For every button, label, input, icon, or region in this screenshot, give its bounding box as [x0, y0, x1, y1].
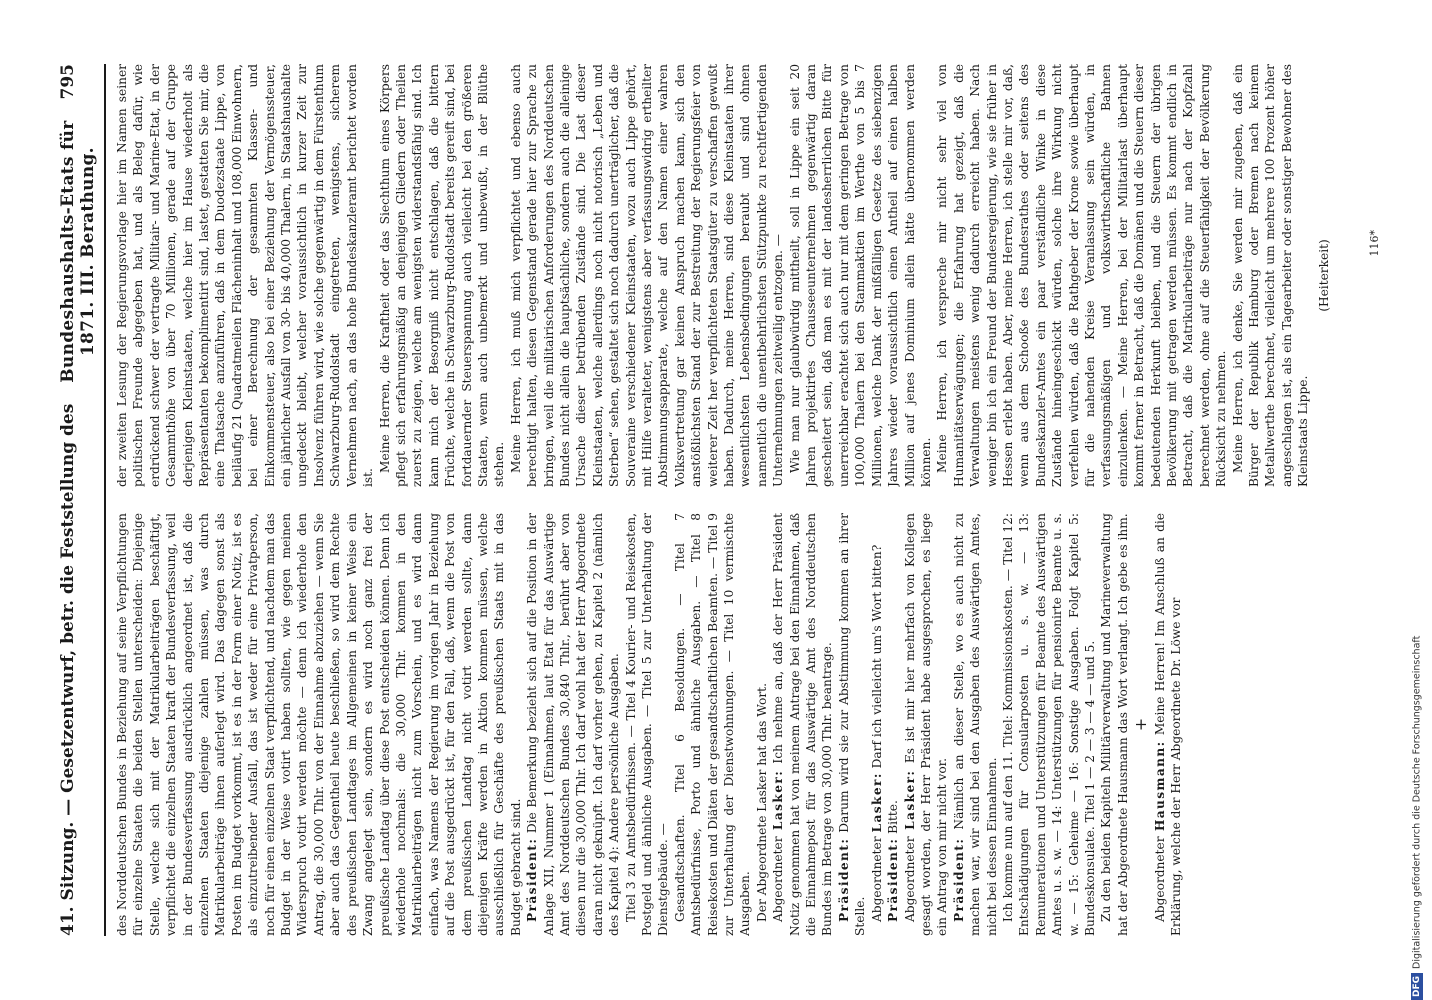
text-columns	[114, 64, 1374, 936]
dfg-credit	[1408, 10, 1426, 1000]
paragraph: Zu den beiden Kapiteln Militärverwaltung und Marineverwaltung hat der Abgeordnete Hausmann das Wort verlangt. Ich gebe es ihm.	[1099, 513, 1130, 936]
speaker-name: Lasker:	[902, 769, 917, 830]
paragraph: des Norddeutschen Bundes in Beziehung auf seine Verpflichtungen für einzelne Staaten die beiden Stellen unterscheiden: Diejenige Stelle, welche sich mit der Matrikularbeiträgen beschäftigt, verpflichtet die einzelnen Staaten kraft der Bundesverfassung, weil in der Bundesverfassung ausdrücklich angeordnet ist, daß die einzelnen Staaten diejenige zahlen müssen, was durch Matrikularbeiträge ihnen auferlegt wird. Das dagegen sonst als Posten im Budget vorkommt, ist es in der Form einer Notiz, ist es als einzutreibender Ausfall, das ist weder für eine Privatperson, noch für einen einzelnen Staat verpflichtend, und nachdem man das Budget in der Weise votirt haben sollten, wie gegen meinen Widerspruch votirt werden möchte — denn ich wiederhole den Antrag, die 30,000 Thlr. von der Einnahme abzuziehen — wenn Sie aber auch das Gegentheil heute beschließen, so wird dem Rechte des preußischen Landtages im Allgemeinen in keiner Weise ein Zwang angelegt sein, sondern es wird noch ganz frei der preußische Landtag über diese Post entscheiden können. Denn ich wiederhole nochmals: die 30,000 Thlr. kommen in den Matrikularbeiträgen nicht zum Vorschein, und es wird dann einfach, was Namens der Regierung im vorigen Jahr in Beziehung auf die Post ausgedrückt ist, für den Fall, daß, wenn die Post von dem preußischen Landtag nicht votirt werden sollte, dann diejenigen Kräfte werden in Aktion kommen müssen, welche ausschließlich für Geschäfte des preußischen Staats mit in das Budget gebracht sind.	[115, 513, 523, 936]
paragraph: (Heiterkeit)	[1316, 239, 1331, 312]
header-left: 41. Sitzung. — Gesetzentwurf, betr. die Feststellung des	[58, 403, 78, 936]
paragraph: Ich komme nun auf den 11. Titel: Kommissionskosten. — Titel 12: Entschädigungen für Consularposten u. s. w. — 13: Remunerationen und Unterstützungen für Beamte des Auswärtigen Amtes u. s. w. — 14: Unterstützungen für pensionirte Beamte u. s. w. — 15: Geheime — 16: Sonstige Ausgaben. Folgt Kapitel 5: Bundeskonsulate. Titel 1 — 2 — 3 — 4 — und 5.	[1000, 513, 1097, 936]
paragraph: Meine Herren, die Kraftheit oder das Siechthum eines Körpers pflegt sich erfahrungsmäßig an denjenigen Gliedern oder Theilen zuerst zu zeigen, welche am wenigsten widerstandsfähig sind. Ich kann mich der Besorgniß nicht entschlagen, daß die bittern Früchte, welche in Schwarzburg-Rudolstadt bereits gereift sind, bei fortdauernder Steuerspannung auch vielleicht bei den größeren Staaten, wenn auch unbemerkt und unbewußt, in der Blüthe stehen.	[377, 64, 507, 487]
paragraph: Abgeordneter Lasker: Es ist mir hier mehrfach von Kollegen gesagt worden, der Herr Präsident habe ausgesprochen, es liege ein Antrag von mir nicht vor.	[902, 513, 950, 936]
dfg-logo: DFG	[1411, 973, 1423, 1000]
speaker-name: Präsident:	[886, 837, 901, 922]
paragraph: der zweiten Lesung der Regierungsvorlage hier im Namen seiner politischen Freunde abgegeben hat, und als Beleg dafür, wie erdrückend schwer der vertragte Militair- und Marine-Etat, in der Gesammthöhe von über 70 Millionen, gerade auf der Gruppe derjenigen Kleinstaaten, welche hier im Hause wiederholt als Repräsentanten bekomplimentirt sind, lastet, gestatten Sie mir, die eine Thatsache anzuführen, daß in dem Duodezstaate Lippe, von beiläufig 21 Quadratmeilen Flächeninhalt und 108,000 Einwohnern, bei einer Berechnung der gesammten Klassen- und Einkommensteuer, also bei einer Beziehung der Vermögenssteuer, ein jährlicher Ausfall von 30- bis 40,000 Thalern, in Staatshaushalte ungedeckt bleibt, welcher voraussichtlich in kurzer Zeit zur Insolvenz führen wird, wie solche gegenwärtig in dem Fürstenthum Schwarzburg-Rudolstadt eingetreten, wenigstens, sicherem Vernehmen nach, an das hohe Bundeskanzleramt berichtet worden ist.	[115, 64, 376, 487]
paragraph: Titel 3 zu Amtsbedürfnissen. — Titel 4 Kourier- und Reisekosten, Postgeld und ähnliche Ausgaben. — Titel 5 zur Unterhaltung der Dienstgebäude. —	[623, 513, 671, 936]
paragraph: Meine Herren, ich verspreche mir nicht sehr viel von Humanitätserwägungen; die Erfahrung hat gezeigt, daß die Verwaltungen meistens wenig dadurch erreicht haben. Nach weniger bin ich ein Freund der Bundesregierung, wie sie früher in Hessen erlebt haben. Aber, meine Herren, ich stelle mir vor, daß, wenn aus dem Schooße des Bundesrathes oder seitens des Bundeskanzler-Amtes ein paar verständliche Winke in diese Zustände hineingeschickt würden, solche ihre Wirkung nicht verfehlen würden, daß die Rathgeber der Krone sowie überhaupt für die nahenden Kreise Veranlassung sein würden, in verfassungsmäßigen und volkswirthschaftliche Bahnen einzulenken. — Meine Herren, bei der Militairlast überhaupt kommt ferner in Betracht, daß die Domänen und die Steuern dieser bedeutenden Herkunft bleiben, und die Steuern der übrigen Bevölkerung mit getragen werden müssen. Es kommt endlich in Betracht, daß die Matrikularbeiträge nur nach der Kopfzahl berechnet werden, ohne auf die Steuerfähigkeit der Bevölkerung Rücksicht zu nehmen.	[935, 64, 1229, 487]
paragraph: Wie man nur glaubwürdig mittheilt, soll in Lippe ein seit 20 Jahren projektirtes Chausseeunternehmen gegenwärtig daran gescheitert sein, daß man es mit der landesherrlichen Bitte für unerreichbar erachtet sich auch nur mit dem geringen Betrage von 100,000 Thalern bei den Stammaktien im Werthe von 5 bis 7 Millionen, welche Dank der mißfälligen Gesetze des siebenzigen Jahres wieder voraussichtlich einen Antheil auf einen halben Million auf jenes Dominium allein hätte übernommen werden können.	[787, 64, 933, 487]
paragraph: Gesandtschaften. Titel 6 Besoldungen. — Titel 7 Amtsbedürfnisse, Porto und ähnliche Ausgaben. — Titel 8 Reisekosten und Diäten der gesandtschaftlichen Beamten. — Titel 9 zur Unterhaltung der Dienstwohnungen. — Titel 10 vermischte Ausgaben.	[672, 513, 753, 936]
speaker-name: Präsident:	[525, 837, 540, 922]
sheet-signature: 116*	[1368, 230, 1381, 257]
right-column	[114, 64, 1374, 487]
paragraph: Der Abgeordnete Lasker hat das Wort.	[754, 683, 769, 922]
paragraph: Präsident: Die Bemerkung bezieht sich auf die Position in der Anlage XII, Nummer 1 (Einnahmen, laut Etat für das Auswärtige Amt des Norddeutschen Bundes 30,840 Thlr., berührt aber von diesen nur die 30,000 Thlr. Ich darf wohl hat der Herr Abgeordnete daran nicht geknüpft. Ich darf vorher gehen, zu Kapitel 2 (nämlich des Kapitel 4): Andere persönliche Ausgaben.	[525, 513, 622, 936]
paragraph: Präsident: Bitte.	[886, 800, 901, 922]
page-header	[58, 64, 106, 936]
paragraph: Abgeordneter Hausmann: Meine Herren! Im Anschluß an die Erklärung, welche der Herr Abgeordnete Dr. Löwe vor	[1152, 513, 1183, 936]
paragraph: Präsident: Nämlich an dieser Stelle, wo es auch nicht zu machen war, wir sind bei den Ausgaben des Auswärtigen Amtes, nicht bei dessen Einnahmen.	[951, 513, 999, 936]
paragraph: Meine Herren, ich muß mich verpflichtet und ebenso auch berechtigt halten, diesen Gegenstand gerade hier zur Sprache zu bringen, weil die militairischen Anforderungen des Norddeutschen Bundes nicht allein die hauptsächliche, sondern auch die alleinige Ursache dieser betrübenden Zustände sind. Die Last dieser Kleinstaaten, welche allerdings noch nicht notorisch „Leben und Sterben“ sehen, gestaltet sich noch dadurch unerträglicher, daß die Souveraine verschiedener Kleinstaaten, wozu auch Lippe gehört, mit Hilfe veralteter, wenigstens aber verfassungswidrig ertheilter Abstimmungsapparate, welche auf den Namen einer wahren Volksvertretung gar keinen Anspruch machen kann, sich den anstößlichsten Stand der zur Bestreitung der Regierungsfeier von weiterer Zeit her verpflichteten Staatsgüter zu verschaffen gewußt haben. Dadurch, meine Herren, sind diese Kleinstaaten ihrer wesentlichsten Lebensbedingungen beraubt und sind ohnen namentlich die unentbehrlichsten Stützpunkte zu rechtfertigenden Unternehmungen zeitweilig entzogen. —	[508, 64, 786, 487]
speaker-name: Präsident:	[951, 837, 966, 922]
paragraph: Meine Herren, ich denke, Sie werden mir zugeben, daß ein Bürger der Republik Hamburg oder Bremen nach keinem Metallwerthe berechnet, vielleicht um mehrere 100 Prozent höher angeschlagen ist, als ein Tagearbeiter oder sonstiger Bewohner des Kleinstaats Lippe.	[1230, 64, 1311, 487]
speaker-name: Präsident:	[836, 837, 851, 922]
speaker-name: Lasker:	[869, 772, 884, 833]
document-page	[40, 40, 1395, 960]
header-center: Bundeshaushalts-Etats für 1871. III. Berathung.	[58, 120, 98, 383]
speaker-name: Lasker:	[771, 769, 786, 831]
paragraph: Abgeordneter Lasker: Ich nehme an, daß der Herr Präsident Notiz genommen hat von meinem Antrage bei den Einnahmen, daß die Einnahmepost für das Auswärtige Amt des Norddeutschen Bundes im Betrage von 30,000 Thlr. beantrage.	[771, 513, 835, 936]
speaker-name: Hausmann:	[1152, 740, 1167, 832]
paragraph: Präsident: Darum wird sie zur Abstimmung kommen an ihrer Stelle.	[836, 513, 868, 936]
dfg-text: Digitalisierung gefördert durch die Deutsche Forschungsgemeinschaft	[1411, 635, 1423, 969]
section-mark: +	[1131, 717, 1151, 732]
left-column	[114, 513, 1374, 936]
page-number: 795	[58, 64, 78, 100]
paragraph: Abgeordneter Lasker: Darf ich vielleicht um's Wort bitten?	[869, 544, 884, 922]
